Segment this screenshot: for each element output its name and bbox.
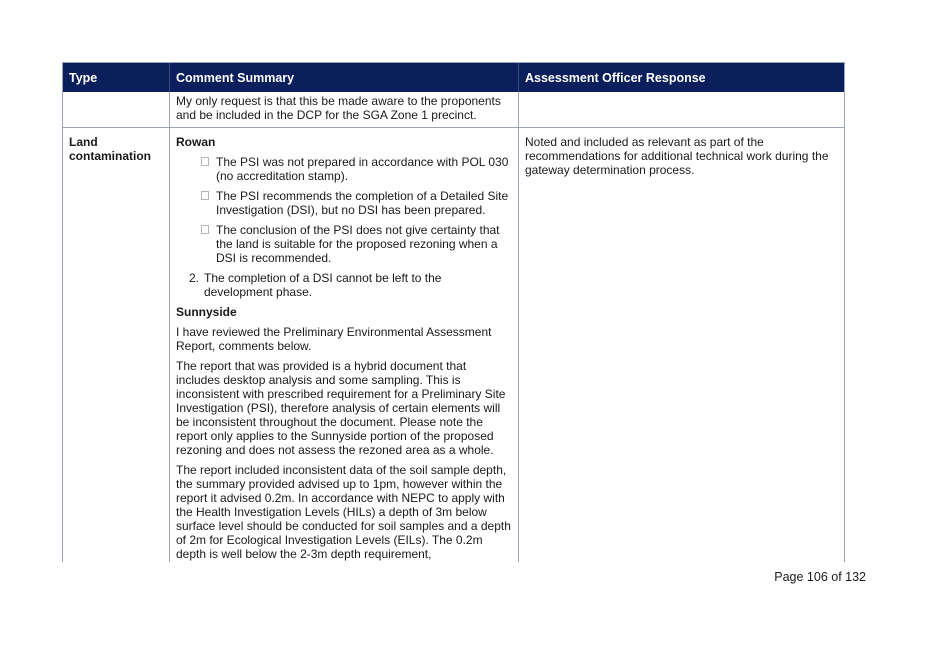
- type-label: Land contamination: [69, 135, 152, 163]
- paragraph: I have reviewed the Preliminary Environmental Assessment Report, comments below.: [176, 325, 492, 353]
- bullet-box-icon: [201, 225, 209, 234]
- bullet-text: The conclusion of the PSI does not give certainty that the land is suitable for the proposed rezoning when a DSI is recommended.: [216, 223, 500, 265]
- row1-comment-cell: My only request is that this be made aware to the proponents and be included in the DCP for the SGA Zone 1 precinct.: [170, 92, 519, 127]
- table-row: [63, 127, 844, 562]
- list-item: [176, 189, 512, 217]
- sunnyside-heading: Sunnyside: [176, 305, 237, 319]
- comments-table: [62, 62, 845, 562]
- table-row: [63, 92, 844, 127]
- item-text: The completion of a DSI cannot be left to the development phase.: [204, 271, 442, 299]
- paragraph: The report that was provided is a hybrid document that includes desktop analysis and some sampling. This is inconsistent with prescribed requirement for a Preliminary Site Investigation (PSI), therefore analysis of certain elements will be inconsistent throughout the document. Please note the report only applies to the Sunnyside portion of the proposed rezoning and does not assess the rezoned area as a whole.: [176, 359, 506, 457]
- bullet-text: The PSI was not prepared in accordance with POL 030 (no accreditation stamp).: [216, 155, 509, 183]
- row2-type-cell: [63, 128, 170, 562]
- page-number: Page 106 of 132: [774, 570, 866, 584]
- row2-response-cell: Noted and included as relevant as part of the recommendations for additional technical work during the gateway determination process.: [525, 135, 829, 177]
- bullet-box-icon: [201, 191, 209, 200]
- header-comment-summary: Comment Summary: [170, 63, 519, 92]
- list-item: [176, 223, 512, 265]
- rowan-bullet-list: [176, 155, 512, 265]
- list-item: [176, 155, 512, 183]
- header-assessment-response: Assessment Officer Response: [525, 71, 706, 85]
- row1-response-cell: [519, 92, 844, 127]
- header-type: Type: [63, 63, 170, 92]
- bullet-text: The PSI recommends the completion of a Detailed Site Investigation (DSI), but no DSI has been prepared.: [216, 189, 509, 217]
- table-header: [63, 63, 844, 92]
- paragraph: The report included inconsistent data of the soil sample depth, the summary provided advised up to 1pm, however within the report it advised 0.2m. In accordance with NEPC to apply with the Health Investigation Levels (HILs) a depth of 3m below surface level should be conducted for soil samples and a depth of 2m for Ecological Investigation Levels (EILs). The 0.2m depth is well below the 2-3m depth requirement,: [176, 463, 511, 561]
- row1-type-cell: [63, 92, 170, 127]
- numbered-item: [176, 271, 512, 299]
- row2-comment-cell: [170, 128, 519, 562]
- rowan-heading: Rowan: [176, 135, 216, 149]
- bullet-box-icon: [201, 157, 209, 166]
- item-number: 2.: [188, 271, 199, 285]
